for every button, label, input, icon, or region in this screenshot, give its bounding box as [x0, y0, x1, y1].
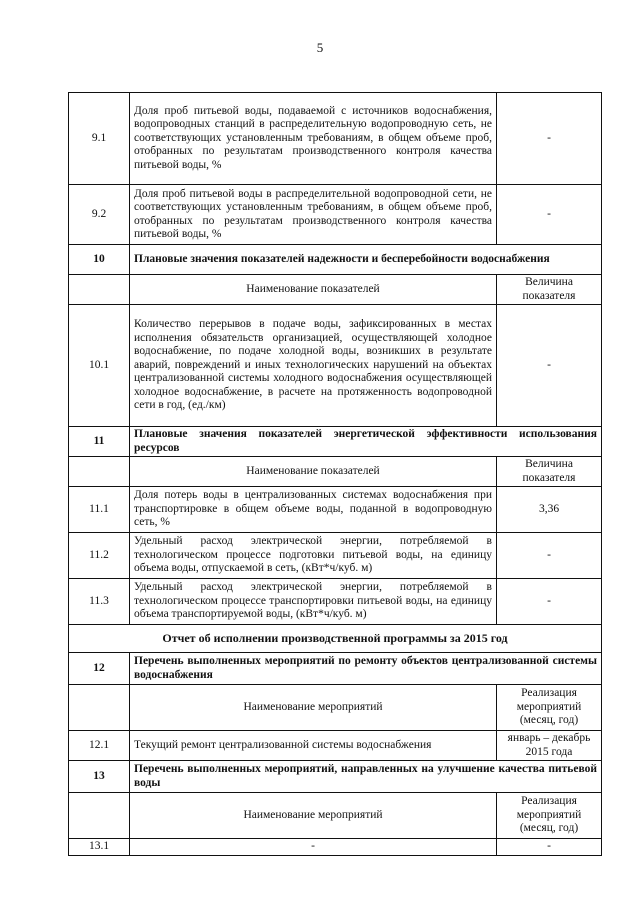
column-header-value: Величина показателя: [497, 457, 602, 487]
empty-cell: [69, 457, 130, 487]
indicator-value: -: [497, 93, 602, 185]
table-row: [69, 731, 602, 761]
empty-cell: [69, 275, 130, 305]
column-header-row: [69, 275, 602, 305]
table-row: [69, 185, 602, 245]
indicator-value: -: [497, 533, 602, 579]
indicator-value: 3,36: [497, 487, 602, 533]
indicator-name: Доля проб питьевой воды в распределительной водопроводной сети, не соответствующих установленным требованиям, в общем объеме проб, отобранных по результатам производственного контроля качества питьевой воды, %: [130, 185, 497, 245]
column-header-row: [69, 685, 602, 731]
section-number: 13: [69, 761, 130, 793]
section-title: Перечень выполненных мероприятий по ремонту объектов централизованной системы водоснабжения: [130, 653, 602, 685]
section-number: 12: [69, 653, 130, 685]
indicator-name: Количество перерывов в подаче воды, зафиксированных в местах исполнения обязательств организацией, осуществляющей холодное водоснабжение, по подаче холодной воды, возникших в результате аварий, повреждений и иных технологических нарушений на объектах централизованной системы холодного водоснабжения осуществляющей холодное водоснабжение, в расчете на протяженность водопроводной сети в год, (ед./км): [130, 305, 497, 427]
row-number: 9.2: [69, 185, 130, 245]
measure-period: январь – декабрь 2015 года: [497, 731, 602, 761]
report-title: Отчет об исполнении производственной программы за 2015 год: [69, 625, 602, 653]
column-header-name: Наименование показателей: [130, 457, 497, 487]
row-number: 11.1: [69, 487, 130, 533]
row-number: 10.1: [69, 305, 130, 427]
section-title: Плановые значения показателей надежности и бесперебойности водоснабжения: [130, 245, 602, 275]
column-header-name: Наименование мероприятий: [130, 793, 497, 839]
indicator-name: Доля потерь воды в централизованных системах водоснабжения при транспортировке в общем объеме воды, поданной в водопроводную сеть, %: [130, 487, 497, 533]
indicator-name: Доля проб питьевой воды, подаваемой с источников водоснабжения, водопроводных станций в распределительную водопроводную сеть, не соответствующих установленным требованиям, в общем объеме проб, отобранных по результатам производственного контроля качества питьевой воды, %: [130, 93, 497, 185]
indicator-value: -: [497, 305, 602, 427]
column-header-value: Реализация мероприятий (месяц, год): [497, 685, 602, 731]
indicator-name: Удельный расход электрической энергии, потребляемой в технологическом процессе транспортировки питьевой воды, на единицу объема транспортируемой воды, (кВт*ч/куб. м): [130, 579, 497, 625]
column-header-name: Наименование показателей: [130, 275, 497, 305]
row-number: 13.1: [69, 839, 130, 856]
column-header-name: Наименование мероприятий: [130, 685, 497, 731]
measure-name: -: [130, 839, 497, 856]
indicator-value: -: [497, 185, 602, 245]
section-header-row: [69, 427, 602, 457]
empty-cell: [69, 685, 130, 731]
report-title-row: [69, 625, 602, 653]
row-number: 12.1: [69, 731, 130, 761]
indicator-name: Удельный расход электрической энергии, потребляемой в технологическом процессе подготовки питьевой воды, на единицу объема воды, отпускаемой в сеть, (кВт*ч/куб. м): [130, 533, 497, 579]
table-row: [69, 305, 602, 427]
table-row: [69, 533, 602, 579]
table-row: [69, 579, 602, 625]
row-number: 11.3: [69, 579, 130, 625]
empty-cell: [69, 793, 130, 839]
row-number: 11.2: [69, 533, 130, 579]
section-header-row: [69, 245, 602, 275]
page-number: 5: [316, 40, 324, 55]
column-header-value: Величина показателя: [497, 275, 602, 305]
table-row: [69, 93, 602, 185]
column-header-row: [69, 457, 602, 487]
column-header-value: Реализация мероприятий (месяц, год): [497, 793, 602, 839]
section-title: Плановые значения показателей энергетической эффективности использования ресурсов: [130, 427, 602, 457]
section-number: 10: [69, 245, 130, 275]
indicator-value: -: [497, 579, 602, 625]
section-header-row: [69, 761, 602, 793]
section-number: 11: [69, 427, 130, 457]
row-number: 9.1: [69, 93, 130, 185]
section-title: Перечень выполненных мероприятий, направленных на улучшение качества питьевой воды: [130, 761, 602, 793]
section-header-row: [69, 653, 602, 685]
column-header-row: [69, 793, 602, 839]
table-row: [69, 487, 602, 533]
measure-period: -: [497, 839, 602, 856]
indicators-table: [68, 92, 602, 856]
table-row: [69, 839, 602, 856]
measure-name: Текущий ремонт централизованной системы водоснабжения: [130, 731, 497, 761]
